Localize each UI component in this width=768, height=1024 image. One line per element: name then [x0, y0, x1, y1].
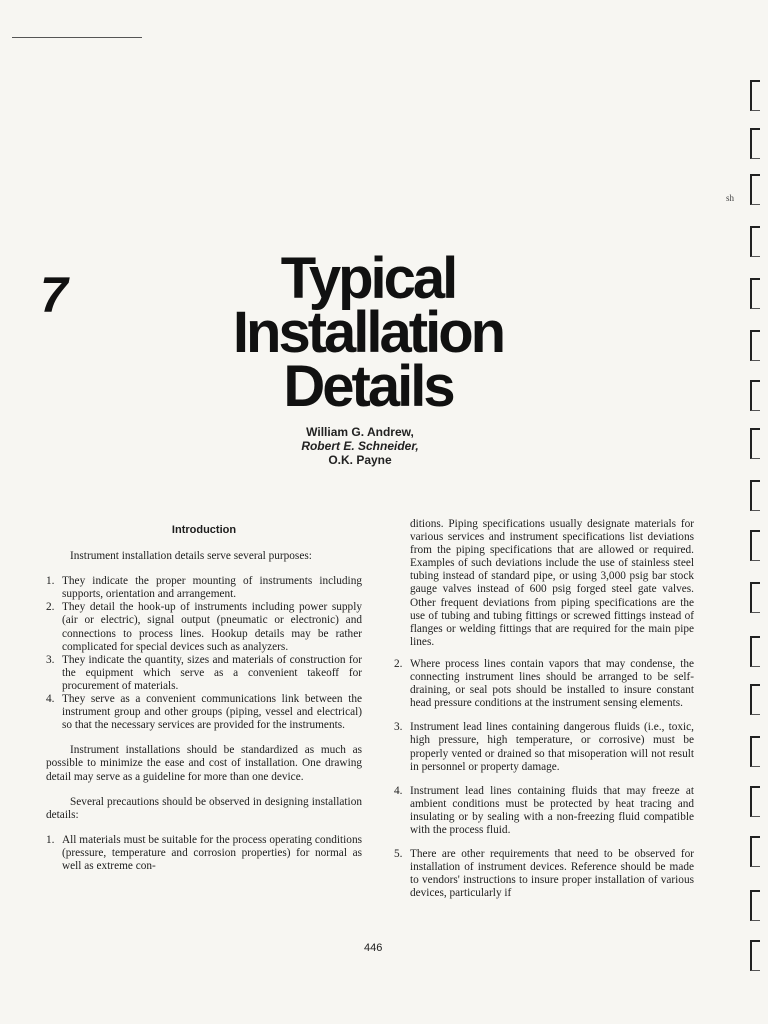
- binding-mark: [750, 330, 760, 361]
- binding-mark: [750, 582, 760, 613]
- binding-mark: [750, 480, 760, 511]
- right-column: [394, 518, 694, 911]
- binding-mark: [750, 940, 760, 971]
- intro-paragraph: Instrument installation details serve several purposes:: [70, 550, 312, 563]
- continuation-paragraph: ditions. Piping specifications usually designate materials for various services and instrument specifications list deviations from the piping specifications that are allowed or required. Examples of such deviations include the use of stainless steel tubing instead of standard pipe, or using 3,000 psig bar stock gauge valves instead of 600 psig forged steel gate valves. Other frequent deviations from piping specifications are the use of tubing and tubing fittings or screwed fittings instead of flanges or welding fittings that are required for the main pipe lines.: [410, 518, 694, 648]
- binding-mark: [750, 530, 760, 561]
- author-3: O.K. Payne: [328, 453, 392, 467]
- chapter-number: 7: [40, 267, 68, 323]
- binding-mark: [750, 174, 760, 205]
- binding-mark: [750, 736, 760, 767]
- left-column: [46, 520, 362, 873]
- precautions-list: [394, 658, 694, 901]
- standardized-paragraph: Instrument installations should be standardized as much as possible to minimize the ease and cost of installation. One drawing detail may serve as a guideline for more than one device.: [46, 744, 362, 783]
- section-heading: Introduction: [171, 524, 237, 536]
- binding-mark: [750, 890, 760, 921]
- chapter-title: [198, 246, 538, 419]
- list-item: 4. They serve as a convenient communications link between the instrument group and other groups (piping, vessel and electrical) so that the necessary services are provided for the instruments.: [46, 693, 362, 732]
- title-line-1: Typical: [280, 246, 456, 311]
- list-item: 3. They indicate the quantity, sizes and materials of construction for the equipment which serve as a convenient takeoff for procurement of materials.: [46, 653, 362, 692]
- author-2: Robert E. Schneider,: [301, 439, 419, 453]
- purposes-list: [46, 575, 362, 732]
- list-item: 2. They detail the hook-up of instruments including power supply (air or electric), signal output (pneumatic or electronic) and connections to process lines. Hookup details may be rather complicated for special devices such as analyzers.: [46, 601, 362, 653]
- title-line-3: Details: [283, 354, 453, 419]
- binding-mark: [750, 128, 760, 159]
- title-line-2: Installation: [232, 300, 504, 365]
- binding-edge: [744, 60, 768, 1024]
- page-number: 446: [364, 942, 383, 954]
- binding-mark: [750, 226, 760, 257]
- binding-mark: [750, 380, 760, 411]
- top-rule: [12, 37, 142, 38]
- binding-mark: [750, 80, 760, 111]
- binding-mark: [750, 684, 760, 715]
- author-1: William G. Andrew,: [306, 425, 414, 439]
- margin-text: sh: [726, 193, 735, 203]
- binding-mark: [750, 636, 760, 667]
- author-list: [280, 425, 440, 467]
- list-item: 2. Where process lines contain vapors that may condense, the connecting instrument lines should be arranged to be self-draining, or seal pots should be installed to insure constant head pressure conditions at the instrument sensing elements.: [394, 657, 694, 710]
- precautions-list-start: [46, 834, 362, 873]
- binding-mark: [750, 836, 760, 867]
- list-item: 1. All materials must be suitable for the process operating conditions (pressure, temperature and corrosion properties) for normal as well as extreme con-: [46, 833, 362, 872]
- precautions-paragraph: Several precautions should be observed in designing installation details:: [46, 795, 362, 821]
- binding-mark: [750, 428, 760, 459]
- binding-mark: [750, 786, 760, 817]
- list-item: 1. They indicate the proper mounting of instruments including supports, orientation and arrangement.: [46, 575, 362, 601]
- list-item: 3. Instrument lead lines containing dangerous fluids (i.e., toxic, high pressure, high temperature, or corrosive) must be properly vented or drained so that misoperation will not result in personnel or property damage.: [394, 721, 694, 773]
- list-item: 5. There are other requirements that need to be observed for installation of instrument devices. Reference should be made to vendors' instructions to insure proper installation of various devices, particularly if: [394, 848, 694, 900]
- binding-mark: [750, 278, 760, 309]
- list-item: 4. Instrument lead lines containing fluids that may freeze at ambient conditions must be protected by heat tracing and insulating or by sealing with a non-freezing fluid compatible with the process fluid.: [394, 784, 694, 836]
